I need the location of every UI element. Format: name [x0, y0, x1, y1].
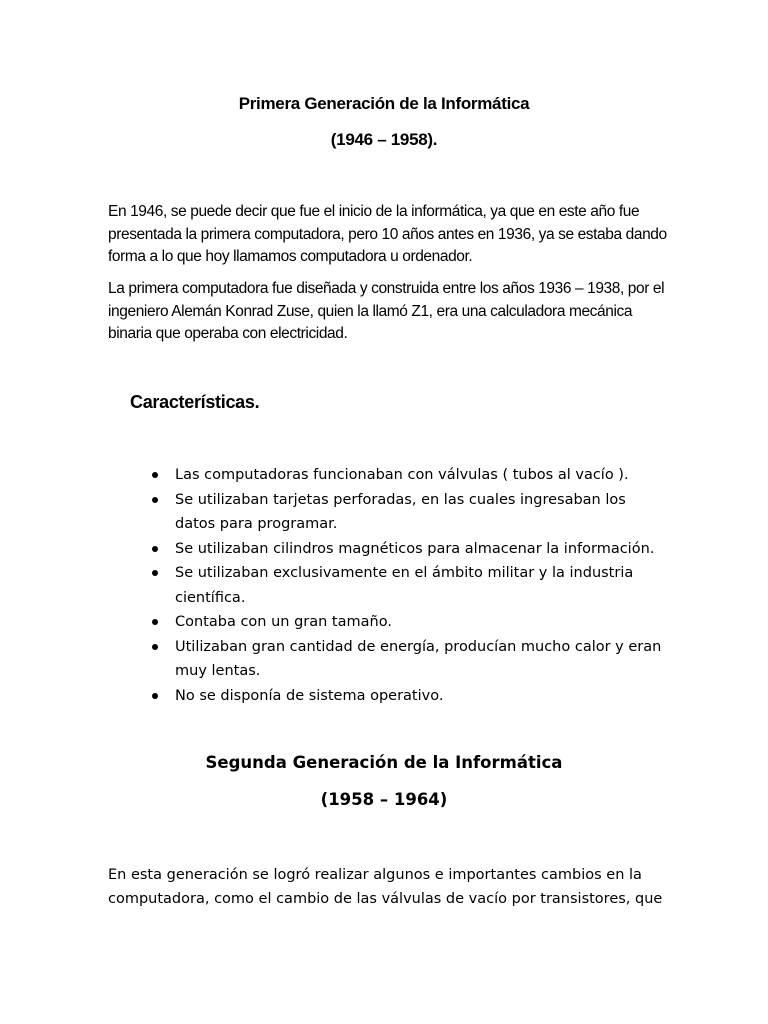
gen2-years: (1958 – 1964): [320, 790, 448, 809]
list-item: [150, 684, 670, 709]
gen2-paragraph-1: En esta generación se logró realizar algunos e importantes cambios en la computadora, como el cambio de las válvulas de vacío por transistores, que: [108, 867, 663, 907]
bullet-icon: [152, 644, 158, 650]
bullet-icon: [152, 472, 158, 478]
list-item: [150, 463, 670, 488]
list-item: [150, 537, 670, 562]
bullet-icon: [152, 570, 158, 576]
list-item-text: Contaba con un gran tamaño.: [175, 614, 392, 630]
list-item-text: No se disponía de sistema operativo.: [175, 687, 444, 704]
list-item-text: Las computadoras funcionaban con válvulas ( tubos al vacío ).: [175, 467, 629, 483]
gen1-paragraph-1: En 1946, se puede decir que fue el inicio de la informática, ya que en este año fue presentada la primera computadora, pero 10 años antes en 1936, ya se estaba dando forma a lo que hoy llamamos computadora u ordenador.: [108, 203, 667, 265]
list-item: [150, 488, 670, 537]
list-item: [150, 610, 670, 635]
bullet-icon: [152, 619, 158, 625]
bullet-icon: [152, 546, 158, 552]
list-item: [150, 635, 670, 684]
gen1-years: (1946 – 1958).: [330, 130, 438, 149]
list-item-text: Se utilizaban tarjetas perforadas, en las cuales ingresaban los datos para programar.: [175, 491, 626, 532]
gen2-title: Segunda Generación de la Informática: [205, 753, 563, 772]
list-item-text: Utilizaban gran cantidad de energía, producían mucho calor y eran muy lentas.: [175, 638, 662, 679]
gen1-paragraph-2: La primera computadora fue diseñada y construida entre los años 1936 – 1938, por el ingeniero Alemán Konrad Zuse, quien la llamó Z1, era una calculadora mecánica binaria que operaba con electricidad.: [108, 280, 665, 342]
bullet-icon: [152, 497, 158, 503]
characteristics-list: [150, 463, 670, 708]
list-item-text: Se utilizaban cilindros magnéticos para almacenar la información.: [175, 540, 655, 557]
list-item-text: Se utilizaban exclusivamente en el ámbito militar y la industria científica.: [175, 565, 634, 606]
gen1-title: Primera Generación de la Informática: [238, 94, 530, 113]
characteristics-heading: Características.: [130, 392, 260, 412]
bullet-icon: [152, 693, 158, 699]
list-item: [150, 561, 670, 610]
